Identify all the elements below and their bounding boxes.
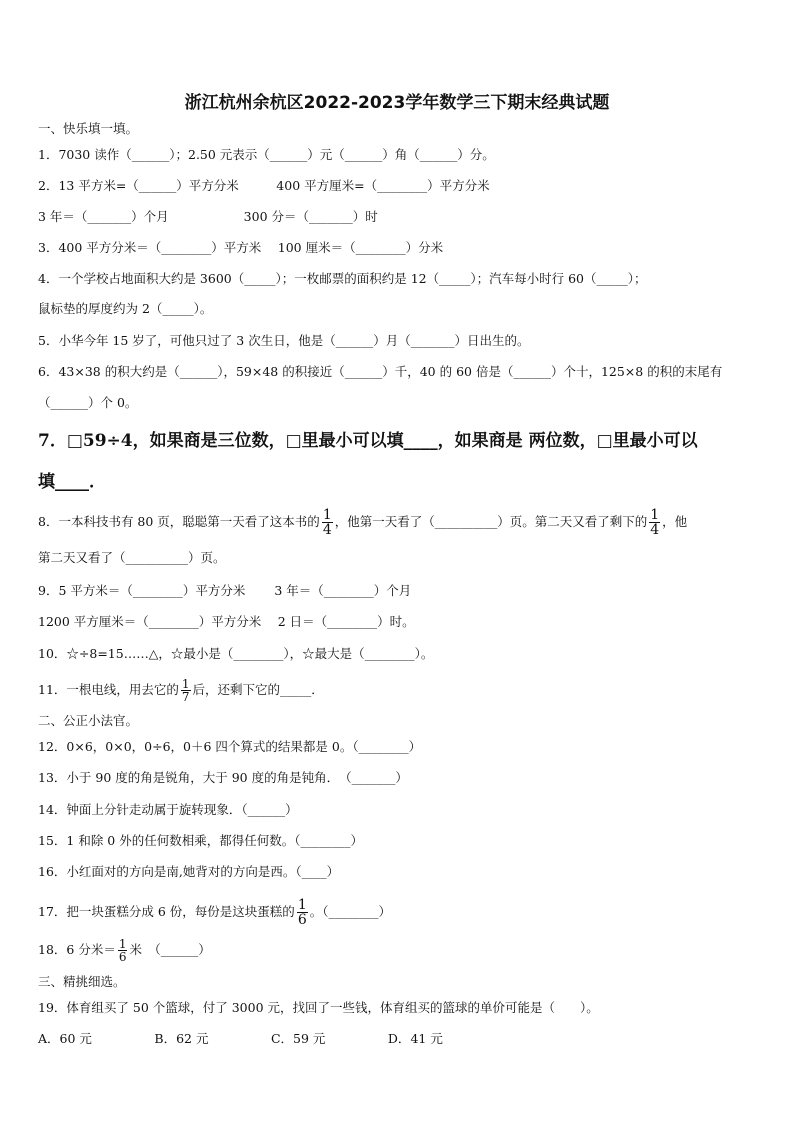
question-2-line-1: 2．13 平方米=（______）平方分米 400 平方厘米=（________）平方分米 (38, 178, 490, 193)
question-12: 12．0×6，0×0，0÷6，0＋6 四个算式的结果都是 0。（________） (38, 739, 422, 754)
question-11-text-a: 11．一根电线，用去它的 (38, 682, 179, 697)
question-19-options: A．60 元 B．62 元 C．59 元 D．41 元 (38, 1031, 443, 1046)
question-16: 16．小红面对的方向是南,她背对的方向是西。（____） (38, 864, 340, 879)
question-8-line-1 (38, 508, 687, 537)
question-14: 14．钟面上分针走动属于旋转现象．（______） (38, 802, 298, 817)
page-title: 浙江杭州余杭区2022-2023学年数学三下期末经典试题 (184, 93, 610, 113)
fraction-numerator: 1 (322, 507, 332, 523)
question-13: 13．小于 90 度的角是锐角，大于 90 度的角是钝角． （_______） (38, 770, 408, 785)
question-4-line-1: 4．一个学校占地面积大约是 3600（_____）；一枚邮票的面积约是 12（_____）；汽车每小时行 60（_____）； (38, 271, 647, 286)
question-7-line-1: 7．□59÷4，如果商是三位数，□里最小可以填____，如果商是 两位数，□里最小可以 (38, 431, 698, 451)
question-6-line-2: （______）个 0。 (38, 395, 138, 410)
question-11-text-b: 后，还剩下它的_____． (192, 682, 324, 697)
fraction-one-sixth (118, 938, 128, 963)
question-4-line-2: 鼠标垫的厚度约为 2（_____）。 (38, 301, 213, 316)
fraction-numerator: 1 (650, 507, 660, 523)
question-1: 1．7030 读作（______）；2.50 元表示（______）元（______）角（______）分。 (38, 147, 495, 162)
fraction-denominator: 4 (322, 522, 332, 538)
question-17 (38, 898, 391, 927)
fraction-one-quarter (322, 508, 333, 537)
question-8-text-a: 8．一本科技书有 80 页，聪聪第一天看了这本书的 (38, 514, 320, 529)
question-8-line-2: 第二天又看了（__________）页。 (38, 550, 226, 565)
fraction-one-seventh (181, 678, 191, 703)
question-2-line-2: 3 年＝（_______）个月 300 分＝（_______）时 (38, 209, 378, 224)
question-18-text-b: 米 （______） (129, 942, 211, 957)
fraction-numerator: 1 (297, 897, 307, 913)
question-18-text-a: 18．6 分米＝ (38, 942, 116, 957)
question-8-text-b: ，他第一天看了（__________）页。第二天又看了剩下的 (334, 514, 648, 529)
fraction-numerator: 1 (181, 677, 190, 691)
fraction-denominator: 6 (118, 950, 127, 964)
question-8-text-c: ，他 (662, 514, 688, 529)
fraction-denominator: 6 (297, 912, 307, 928)
question-6-line-1: 6．43×38 的积大约是（______），59×48 的积接近（______）千，40 的 60 倍是（______）个十，125×8 的积的末尾有 (38, 364, 723, 379)
fraction-denominator: 4 (650, 522, 660, 538)
question-9-line-1: 9．5 平方米＝（________）平方分米 3 年＝（________）个月 (38, 583, 412, 598)
question-15: 15．1 和除 0 外的任何数相乘，都得任何数。（________） (38, 833, 363, 848)
question-9-line-2: 1200 平方厘米＝（________）平方分米 2 日＝（________）时。 (38, 614, 415, 629)
question-11 (38, 678, 324, 703)
question-5: 5．小华今年 15 岁了，可他只过了 3 次生日，他是（______）月（_______）日出生的。 (38, 333, 530, 348)
question-10: 10．☆÷8=15……△，☆最小是（________），☆最大是（________）。 (38, 646, 434, 661)
fraction-one-sixth (297, 898, 308, 927)
question-17-text-b: 。（________） (309, 904, 391, 919)
question-18 (38, 938, 211, 963)
fraction-numerator: 1 (118, 937, 127, 951)
fraction-denominator: 7 (181, 690, 190, 704)
question-7-line-2: 填____． (38, 472, 106, 492)
section-heading-true-false: 二、公正小法官。 (38, 713, 139, 728)
fraction-one-quarter (649, 508, 660, 537)
question-17-text-a: 17．把一块蛋糕分成 6 份，每份是这块蛋糕的 (38, 904, 295, 919)
section-heading-fill-in: 一、快乐填一填。 (38, 121, 139, 136)
question-19: 19．体育组买了 50 个篮球，付了 3000 元，找回了一些钱，体育组买的篮球的单价可能是（ ）。 (38, 1000, 599, 1015)
question-3: 3．400 平方分米＝（________）平方米 100 厘米＝（________）分米 (38, 240, 444, 255)
section-heading-multiple-choice: 三、精挑细选。 (38, 974, 126, 989)
